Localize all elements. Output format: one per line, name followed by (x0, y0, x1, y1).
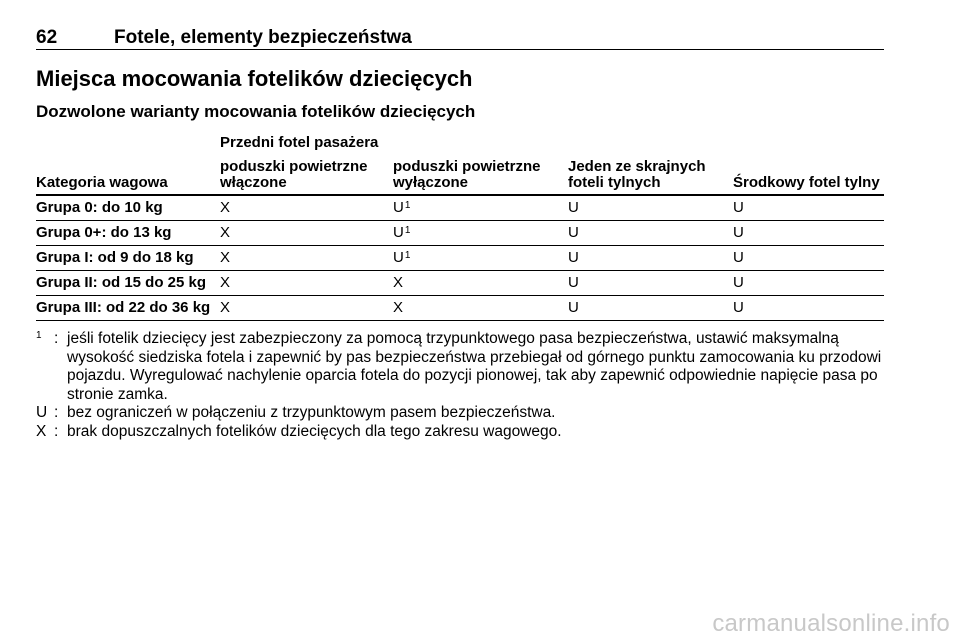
column-header-weight: Kategoria wagowa (36, 174, 168, 191)
column-header-rear-middle: Środkowy fotel tylny (733, 174, 880, 191)
weight-category: Grupa II: od 15 do 25 kg (36, 274, 207, 291)
note-text: brak dopuszczalnych fotelików dziecięcych dla tego zakresu wagowego. (67, 422, 562, 440)
cell-value: X (393, 274, 404, 291)
note-text: bez ograniczeń w połączeniu z trzypunktowym pasem bezpieczeństwa. (67, 404, 556, 421)
column-header-line: wyłączone (393, 174, 469, 191)
footnote-ref: 1 (404, 250, 411, 261)
cell-rear-outer: U (568, 224, 579, 241)
cell-airbag-off (393, 275, 404, 291)
weight-category: Grupa 0: do 10 kg (36, 199, 163, 216)
cell-airbag-on: X (220, 274, 231, 291)
column-header-line: Jeden ze skrajnych (568, 158, 706, 175)
cell-value: U (393, 249, 404, 266)
cell-airbag-on: X (220, 249, 231, 266)
page-header (36, 27, 884, 50)
weight-category: Grupa III: od 22 do 36 kg (36, 299, 211, 316)
cell-rear-middle: U (733, 299, 744, 316)
table-row (36, 221, 884, 246)
cell-rear-middle: U (733, 224, 744, 241)
cell-value: U (393, 224, 404, 241)
cell-airbag-off (393, 200, 410, 216)
note-item (36, 423, 884, 442)
cell-airbag-off (393, 225, 410, 241)
table-row (36, 271, 884, 296)
cell-value: U (393, 199, 404, 216)
watermark: carmanualsonline.info (712, 610, 950, 637)
column-header-line: poduszki powietrzne (393, 158, 541, 175)
note-separator: : (54, 330, 59, 347)
table-group-header (36, 134, 884, 156)
cell-airbag-off (393, 250, 410, 266)
table-row (36, 196, 884, 221)
table-notes (36, 330, 884, 441)
note-separator: : (54, 404, 59, 421)
cell-rear-middle: U (733, 249, 744, 266)
note-separator: : (54, 422, 59, 440)
weight-category: Grupa I: od 9 do 18 kg (36, 249, 194, 266)
running-title: Fotele, elementy bezpieczeństwa (114, 27, 412, 48)
table-row (36, 246, 884, 271)
page-number: 62 (36, 27, 58, 48)
note-key: U (36, 404, 48, 421)
section-title: Miejsca mocowania fotelików dziecięcych (36, 66, 473, 91)
weight-category: Grupa 0+: do 13 kg (36, 224, 172, 241)
note-item (36, 330, 884, 404)
cell-rear-outer: U (568, 199, 579, 216)
cell-rear-outer: U (568, 299, 579, 316)
cell-airbag-on: X (220, 224, 231, 241)
column-header-airbag-off (393, 159, 541, 191)
front-seat-group-label: Przedni fotel pasażera (220, 134, 379, 151)
note-key: X (36, 422, 47, 440)
note-item (36, 404, 884, 423)
child-seat-table (36, 134, 884, 321)
cell-rear-outer: U (568, 249, 579, 266)
sub-title: Dozwolone warianty mocowania fotelików dziecięcych (36, 102, 476, 121)
cell-rear-outer: U (568, 274, 579, 291)
cell-airbag-on: X (220, 199, 231, 216)
column-header-line: foteli tylnych (568, 174, 661, 191)
cell-airbag-on: X (220, 299, 231, 316)
table-row (36, 296, 884, 321)
column-header-airbag-on (220, 159, 368, 191)
footnote-ref: 1 (404, 225, 411, 236)
cell-airbag-off (393, 300, 404, 316)
cell-rear-middle: U (733, 199, 744, 216)
footnote-ref: 1 (404, 200, 411, 211)
table-header-row (36, 156, 884, 196)
note-text: jeśli fotelik dziecięcy jest zabezpieczony za pomocą trzypunktowego pasa bezpieczeństwa, ustawić maksymalną wysokość siedziska fotela i zapewnić by pas bezpieczeństwa przebiegał od górnego punktu zamocowania ku przodowi pojazdu. Wyregulować nachylenie oparcia fotela do pozycji pionowej, tak aby zapewnić odpowiednie napięcie pasa po stronie zamka. (67, 330, 882, 403)
column-header-line: włączone (220, 174, 287, 191)
cell-value: X (393, 299, 404, 316)
cell-rear-middle: U (733, 274, 744, 291)
column-header-rear-outer (568, 159, 706, 191)
column-header-line: poduszki powietrzne (220, 158, 368, 175)
note-key: 1 (36, 330, 42, 341)
